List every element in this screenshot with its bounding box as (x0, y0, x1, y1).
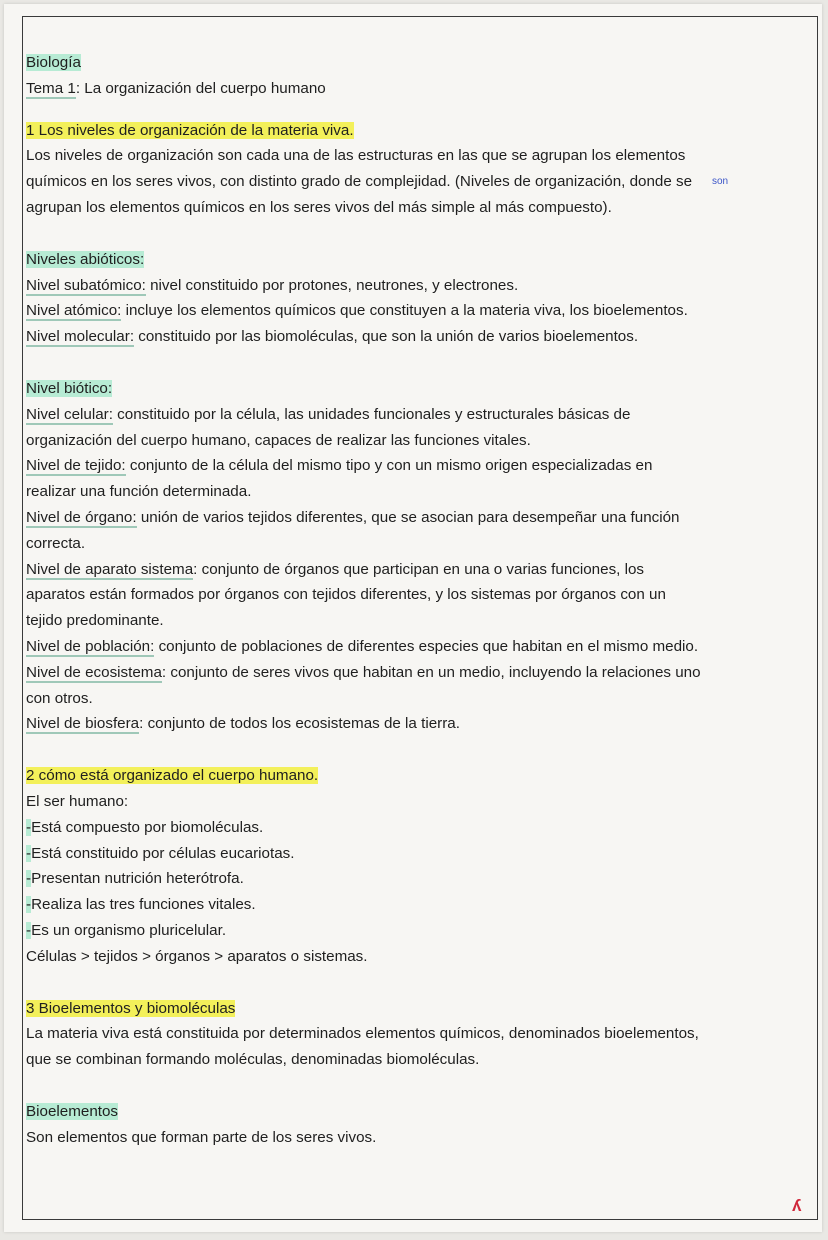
section2-intro: El ser humano: (26, 792, 129, 810)
biotic-item-cont: tejido predominante. (26, 612, 164, 630)
hierarchy-line: Células > tejidos > órganos > aparatos o sistemas. (26, 947, 368, 965)
biotic-item-cont: con otros. (26, 689, 93, 707)
section1-body-line: Los niveles de organización son cada una de las estructuras en las que se agrupan los elementos (26, 147, 686, 165)
biotic-item: Nivel de aparato sistema: conjunto de órganos que participan en una o varias funciones, los (26, 560, 645, 578)
biotic-item: Nivel de tejido: conjunto de la célula del mismo tipo y con un mismo origen especializadas en (26, 457, 653, 475)
bioelementos-text: Son elementos que forman parte de los seres vivos. (26, 1128, 377, 1146)
section1-body-line: químicos en los seres vivos, con distinto grado de complejidad. (Niveles de organización, donde se (26, 173, 693, 191)
section2-heading: 2 cómo está organizado el cuerpo humano. (26, 767, 319, 785)
biotic-item-cont: correcta. (26, 534, 86, 552)
list-item: -Es un organismo pluricelular. (26, 921, 227, 939)
subject-title: Biología (26, 54, 81, 71)
section1-heading: 1 Los niveles de organización de la materia viva. (26, 121, 354, 139)
abiotic-item: Nivel subatómico: nivel constituido por protones, neutrones, y electrones. (26, 276, 519, 294)
notes-content (26, 50, 816, 1150)
abiotic-item: Nivel molecular: constituido por las biomoléculas, que son la unión de varios bioelementos. (26, 328, 639, 346)
list-item: -Realiza las tres funciones vitales. (26, 896, 256, 914)
biotic-item: Nivel de población: conjunto de poblaciones de diferentes especies que habitan en el mismo medio. (26, 637, 699, 655)
topic-title: Tema 1: La organización del cuerpo humano (26, 79, 326, 97)
section3-heading: 3 Bioelementos y biomoléculas (26, 999, 236, 1017)
list-item: -Está compuesto por biomoléculas. (26, 818, 264, 836)
handwritten-annotation: son (712, 176, 729, 187)
section3-body-line: La materia viva está constituida por determinados elementos químicos, denominados bioelementos, (26, 1025, 699, 1043)
biotic-item: Nivel de biosfera: conjunto de todos los ecosistemas de la tierra. (26, 715, 460, 733)
biotic-item: Nivel de ecosistema: conjunto de seres vivos que habitan en un medio, incluyendo la relaciones uno (26, 663, 701, 681)
biotic-item: Nivel de órgano: unión de varios tejidos diferentes, que se asocian para desempeñar una función (26, 508, 680, 526)
biotic-item-cont: organización del cuerpo humano, capaces de realizar las funciones vitales. (26, 431, 531, 449)
biotic-item-cont: realizar una función determinada. (26, 483, 252, 501)
abiotic-item: Nivel atómico: incluye los elementos químicos que constituyen a la materia viva, los bioelementos. (26, 302, 688, 320)
biotic-heading: Nivel biótico: (26, 379, 113, 397)
abiotic-heading: Niveles abióticos: (26, 250, 145, 268)
bioelementos-heading: Bioelementos (26, 1102, 119, 1120)
section3-body-line: que se combinan formando moléculas, denominadas biomoléculas. (26, 1051, 480, 1069)
list-item: -Presentan nutrición heterótrofa. (26, 870, 244, 888)
list-item: -Está constituido por células eucariotas. (26, 844, 295, 862)
section1-body-line: agrupan los elementos químicos en los seres vivos del más simple al más compuesto). (26, 198, 612, 216)
biotic-item: Nivel celular: constituido por la célula, las unidades funcionales y estructurales básicas de (26, 405, 631, 423)
page-mark: ʎ (792, 1196, 802, 1215)
biotic-item-cont: aparatos están formados por órganos con tejidos diferentes, y los sistemas por órganos con un (26, 586, 666, 604)
